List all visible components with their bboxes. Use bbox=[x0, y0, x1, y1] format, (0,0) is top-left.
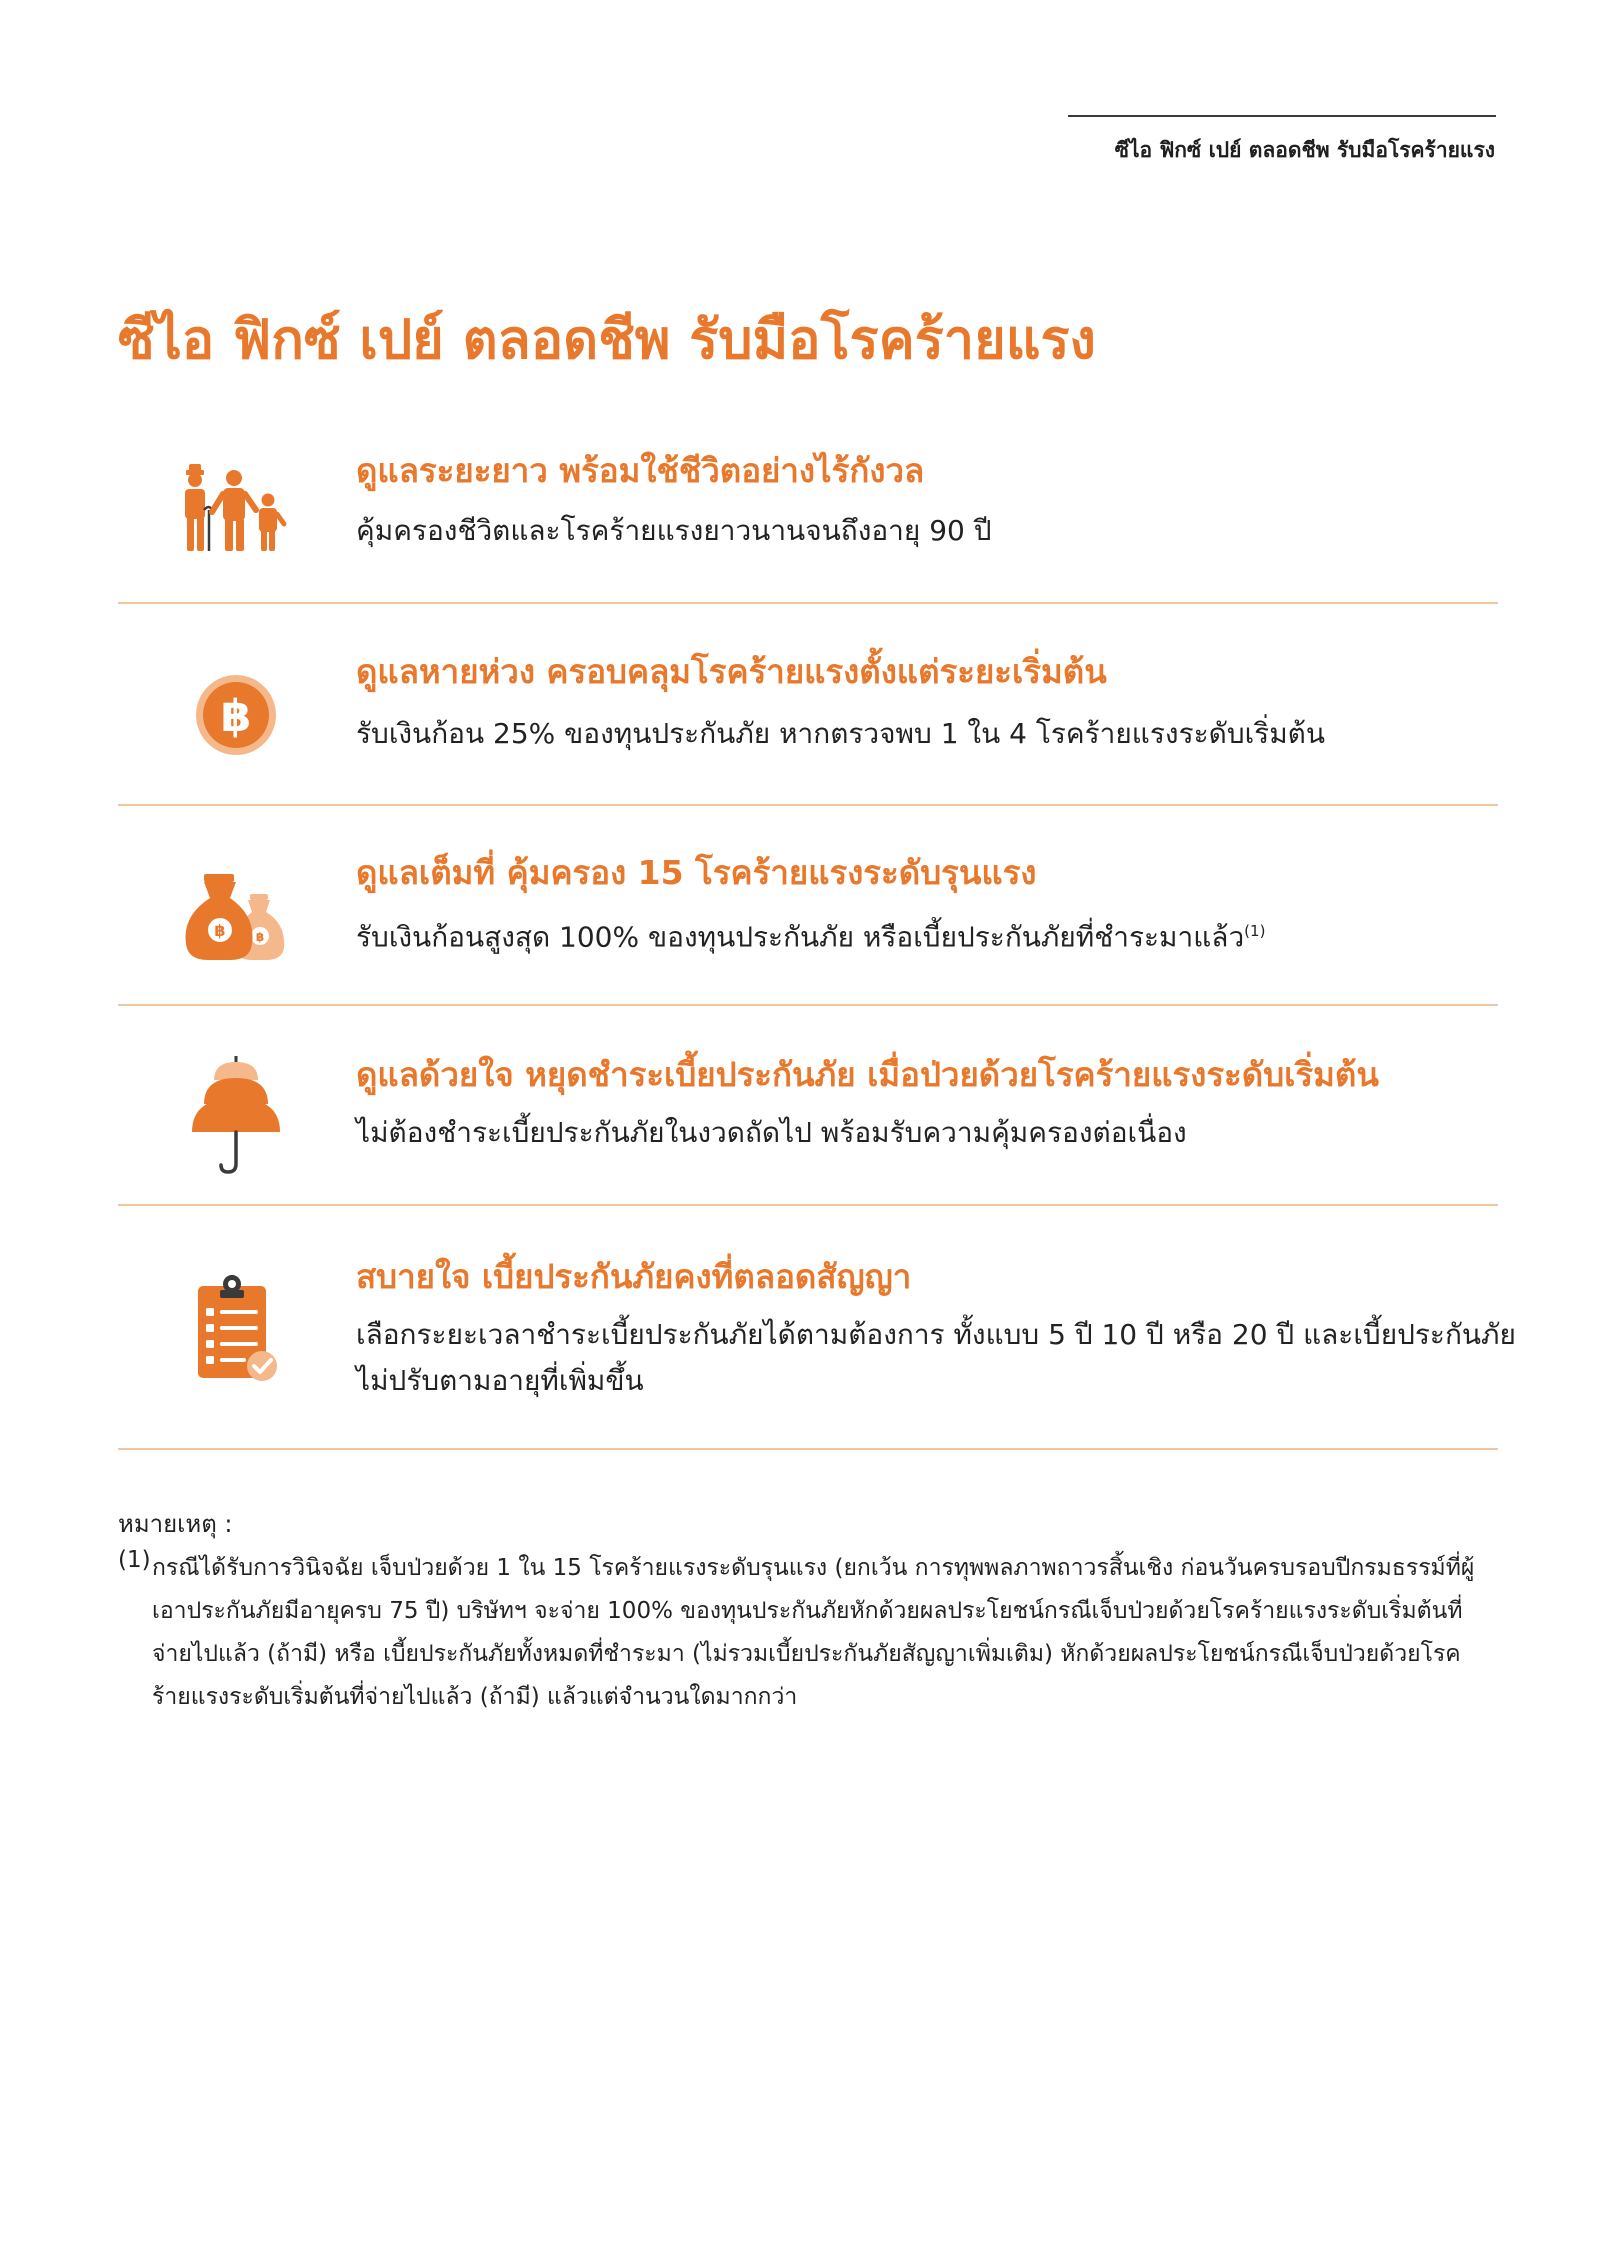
note-marker: (1) bbox=[118, 1547, 151, 1573]
feature-description-line1: เลือกระยะเวลาชำระเบี้ยประกันภัยได้ตามต้องการ ทั้งแบบ 5 ปี 10 ปี หรือ 20 ปี และเบี้ยประกันภัย bbox=[356, 1318, 1516, 1351]
divider bbox=[118, 804, 1498, 806]
feature-heading: ดูแลหายห่วง ครอบคลุมโรคร้ายแรงตั้งแต่ระยะเริ่มต้น bbox=[356, 652, 1107, 691]
svg-text:฿: ฿ bbox=[220, 691, 252, 742]
feature-description: รับเงินก้อน 25% ของทุนประกันภัย หากตรวจพบ 1 ใน 4 โรคร้ายแรงระดับเริ่มต้น bbox=[356, 717, 1325, 750]
money-bags-icon bbox=[176, 860, 296, 970]
feature-description: คุ้มครองชีวิตและโรคร้ายแรงยาวนานจนถึงอายุ 90 ปี bbox=[356, 514, 992, 547]
feature-heading: ดูแลเต็มที่ คุ้มครอง 15 โรคร้ายแรงระดับรุนแรง bbox=[356, 853, 1037, 892]
feature-heading: ดูแลระยะยาว พร้อมใช้ชีวิตอย่างไร้กังวล bbox=[356, 451, 925, 490]
feature-description: ไม่ต้องชำระเบี้ยประกันภัยในงวดถัดไป พร้อมรับความคุ้มครองต่อเนื่อง bbox=[356, 1116, 1187, 1149]
feature-heading: ดูแลด้วยใจ หยุดชำระเบี้ยประกันภัย เมื่อป่วยด้วยโรคร้ายแรงระดับเริ่มต้น bbox=[356, 1055, 1379, 1094]
feature-description-line2: ไม่ปรับตามอายุที่เพิ่มขึ้น bbox=[356, 1364, 644, 1397]
feature-heading: สบายใจ เบี้ยประกันภัยคงที่ตลอดสัญญา bbox=[356, 1257, 912, 1296]
feature-row bbox=[118, 1040, 1498, 1200]
notes-label: หมายเหตุ : bbox=[118, 1510, 233, 1538]
divider bbox=[118, 602, 1498, 604]
feature-row bbox=[118, 842, 1498, 1002]
feature-description bbox=[356, 908, 1265, 960]
page-title: ซีไอ ฟิกซ์ เปย์ ตลอดชีพ รับมือโรคร้ายแรง bbox=[118, 308, 1096, 371]
divider bbox=[118, 1448, 1498, 1450]
svg-text:฿: ฿ bbox=[255, 930, 265, 944]
divider bbox=[118, 1004, 1498, 1006]
feature-row bbox=[118, 440, 1498, 600]
svg-text:฿: ฿ bbox=[214, 921, 226, 940]
note-text: กรณีได้รับการวินิจฉัย เจ็บป่วยด้วย 1 ใน 15 โรคร้ายแรงระดับรุนแรง (ยกเว้น การทุพพลภาพถาวรสิ้นเชิง ก่อนวันครบรอบปีกรมธรรม์ที่ผู้เอาประกันภัยมีอายุครบ 75 ปี) บริษัทฯ จะจ่าย 100% ของทุนประกันภัยหักด้วยผลประโยชน์กรณีเจ็บป่วยด้วยโรคร้ายแรงระดับเริ่มต้นที่จ่ายไปแล้ว (ถ้ามี) หรือ เบี้ยประกันภัยทั้งหมดที่ชำระมา (ไม่รวมเบี้ยประกันภัยสัญญาเพิ่มเติม) หักด้วยผลประโยชน์กรณีเจ็บป่วยด้วยโรคร้ายแรงระดับเริ่มต้นที่จ่ายไปแล้ว (ถ้ามี) แล้วแต่จำนวนใดมากกว่า bbox=[152, 1555, 1475, 1710]
header-rule bbox=[1068, 115, 1496, 117]
baht-coin-icon bbox=[176, 660, 296, 770]
feature-description-text: รับเงินก้อนสูงสุด 100% ของทุนประกันภัย หรือเบี้ยประกันภัยที่ชำระมาแล้ว bbox=[356, 920, 1245, 954]
family-icon bbox=[176, 460, 296, 570]
divider bbox=[118, 1204, 1498, 1206]
feature-row bbox=[118, 1242, 1516, 1422]
umbrella-icon bbox=[176, 1046, 296, 1176]
footnote-ref: (1) bbox=[1244, 922, 1266, 940]
checklist-clipboard-icon bbox=[176, 1274, 296, 1394]
running-header: ซีไอ ฟิกซ์ เปย์ ตลอดชีพ รับมือโรคร้ายแรง bbox=[1114, 138, 1495, 162]
feature-row bbox=[118, 640, 1498, 800]
